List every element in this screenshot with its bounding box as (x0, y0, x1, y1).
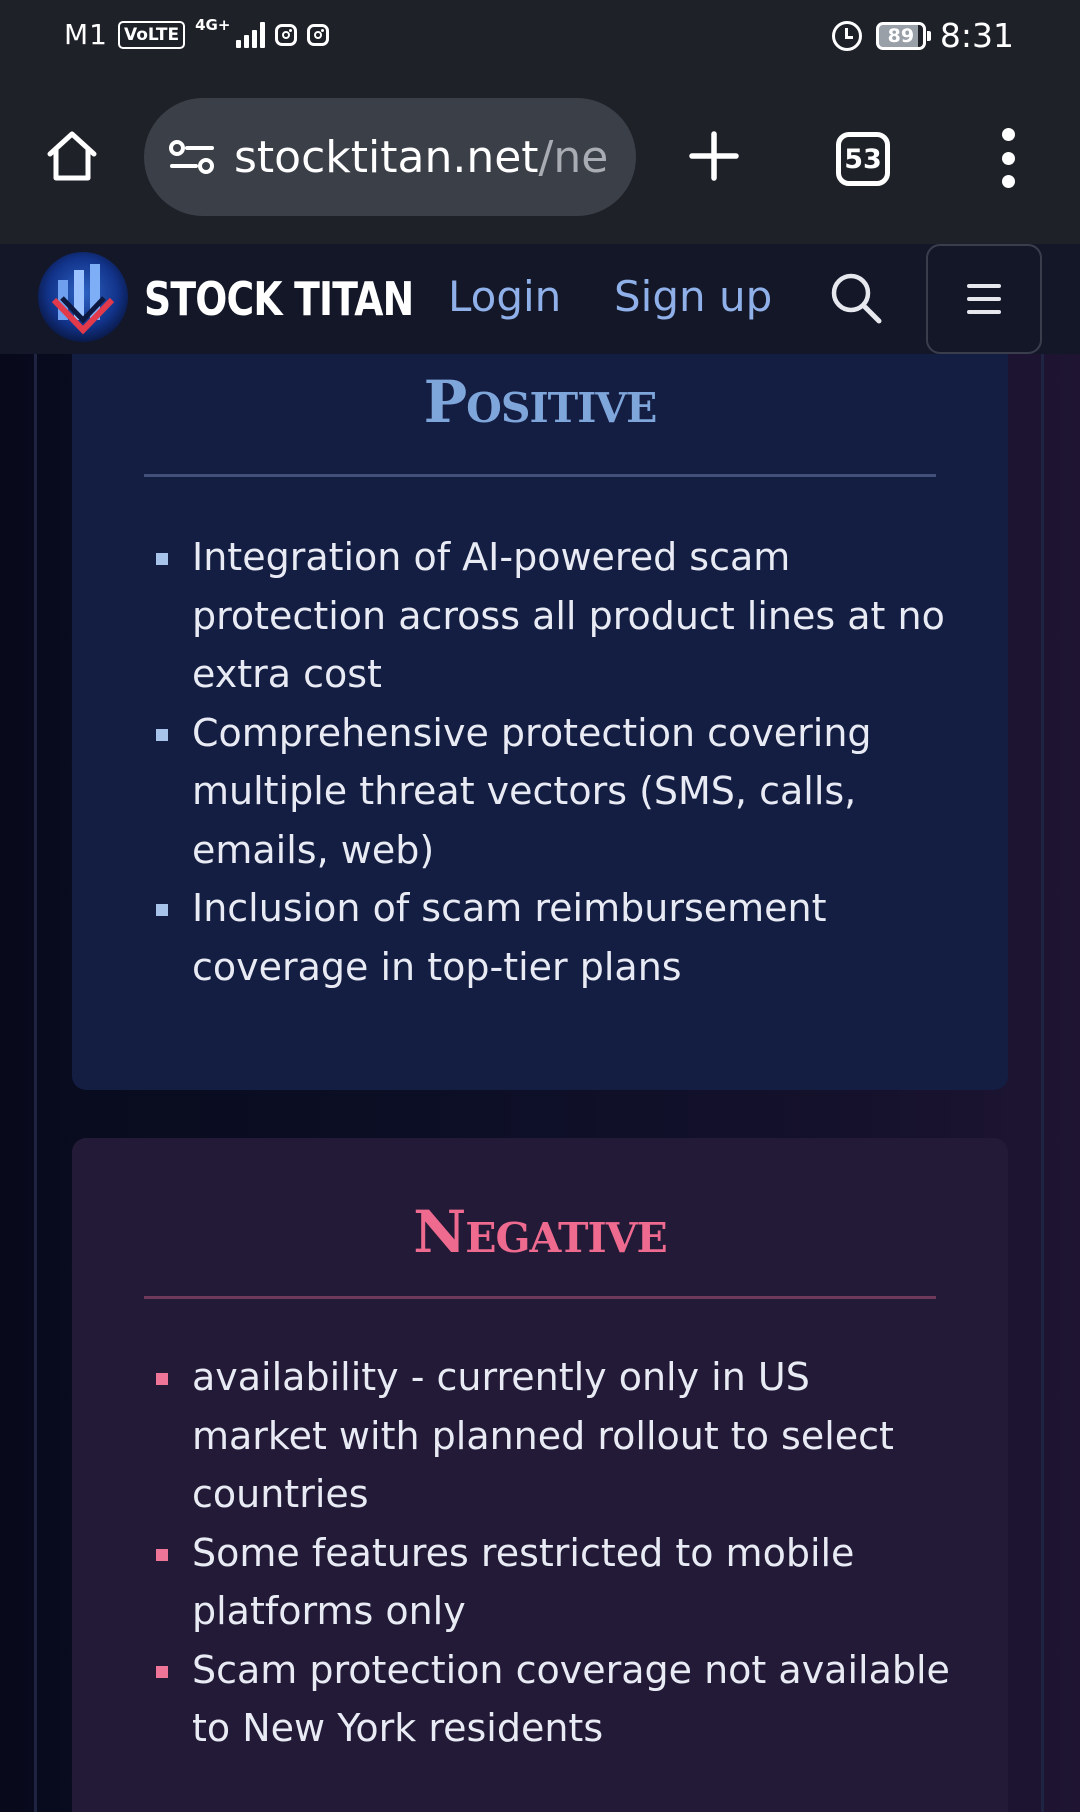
login-link[interactable]: Login (448, 272, 562, 321)
battery-icon (876, 22, 926, 50)
volte-badge: VoLTE (118, 21, 185, 49)
list-item: Comprehensive protection covering multiple threat vectors (SMS, calls, emails, web) (156, 704, 956, 880)
home-icon[interactable] (42, 126, 102, 186)
battery-level: 89 (887, 24, 915, 47)
positive-card (72, 300, 1008, 1090)
instagram-icon (275, 24, 297, 46)
logo-icon[interactable] (36, 250, 130, 344)
instagram-icon (307, 24, 329, 46)
status-left (64, 15, 329, 51)
status-right (832, 16, 1014, 55)
signup-link[interactable]: Sign up (614, 272, 773, 321)
site-settings-icon[interactable] (168, 137, 216, 177)
alarm-icon (832, 21, 862, 51)
positive-title: Positive (423, 368, 657, 436)
negative-list (156, 1348, 956, 1758)
carrier-label: M1 (64, 18, 108, 51)
positive-list (156, 528, 956, 996)
list-item: Integration of AI-powered scam protection across all product lines at no extra cost (156, 528, 956, 704)
list-item: Some features restricted to mobile platforms only (156, 1524, 956, 1641)
site-header (0, 244, 1080, 354)
negative-title: Negative (413, 1198, 667, 1266)
tab-count: 53 (844, 143, 882, 175)
clock: 8:31 (939, 16, 1014, 55)
list-item: Inclusion of scam reimbursement coverage in top-tier plans (156, 879, 956, 996)
more-menu-icon[interactable] (998, 128, 1018, 188)
negative-card (72, 1138, 1008, 1812)
negative-divider (144, 1296, 936, 1299)
list-item: Scam protection coverage not available to New York residents (156, 1641, 956, 1758)
browser-toolbar (0, 76, 1080, 244)
list-item: availability - currently only in US market with planned rollout to select countries (156, 1348, 956, 1524)
url-host: stocktitan.net (234, 131, 539, 183)
positive-divider (144, 474, 936, 477)
network-type: 4G+ (195, 15, 231, 34)
url-text[interactable] (234, 132, 608, 183)
hamburger-menu-icon[interactable] (926, 244, 1042, 354)
status-bar (0, 0, 1080, 76)
new-tab-icon[interactable] (688, 130, 740, 182)
url-path: /ne (538, 131, 609, 183)
address-bar[interactable] (144, 98, 636, 216)
search-icon[interactable] (828, 270, 884, 326)
tabs-icon[interactable] (836, 132, 890, 186)
logo-text[interactable]: STOCK TITAN (144, 272, 414, 326)
signal-icon (236, 22, 265, 48)
